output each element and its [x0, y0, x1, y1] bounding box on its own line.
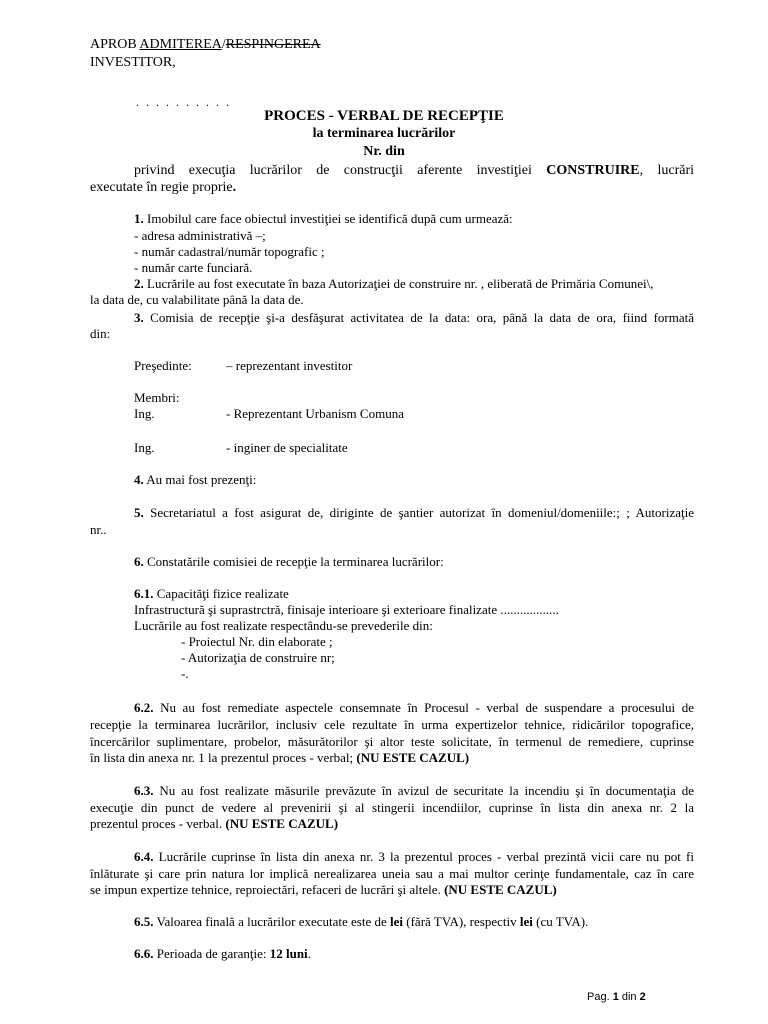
- intro-line-1: privind execuţia lucrărilor de construcţii aferente investiţiei CONSTRUIRE, lucrări: [134, 163, 694, 178]
- section-6-3-line-1: 6.3. Nu au fost realizate măsurile prevăzute în avizul de securitate la incendiu şi în documentaţia de: [134, 783, 694, 798]
- presedinte-value: – reprezentant investitor: [226, 358, 353, 373]
- section-6-6: 6.6. Perioada de garanţie: 12 luni.: [134, 946, 311, 961]
- section-6-3-line-3: prezentul proces - verbal. (NU ESTE CAZUL): [90, 816, 339, 831]
- section-6-2-line-2: recepţie la terminarea lucrărilor, inclusiv cele rezultate în urma expertizelor tehnice, ridicărilor topografice,: [90, 717, 694, 732]
- member-2-label: Ing.: [134, 440, 155, 455]
- section-6-5: 6.5. Valoarea finală a lucrărilor executate este de lei (fără TVA), respectiv lei (cu TVA).: [134, 914, 589, 929]
- section-6-1-heading: 6.1. Capacităţi fizice realizate: [134, 586, 289, 601]
- section-4: 4. Au mai fost prezenţi:: [134, 472, 257, 487]
- section-1-heading: 1. Imobilul care face obiectul investiţiei se identifică după cum urmează:: [134, 211, 513, 226]
- section-6-4-line-1: 6.4. Lucrările cuprinse în lista din anexa nr. 3 la prezentul proces - verbal prezintă vicii care nu pot fi: [134, 849, 694, 864]
- member-1-value: - Reprezentant Urbanism Comuna: [226, 406, 404, 421]
- member-2-value: - inginer de specialitate: [226, 440, 348, 455]
- section-6-2-line-3: încercărilor suplimentare, probelor, măsurătorilor şi altor teste solicitate, în termenul de remediere, cuprinse: [90, 734, 694, 749]
- intro-line-2: executate în regie proprie.: [90, 180, 237, 195]
- section-6-2-line-1: 6.2. Nu au fost remediate aspectele consemnate în Procesul - verbal de suspendare a procesului de: [134, 700, 694, 715]
- aprob-text: APROB: [90, 37, 140, 52]
- page-number: Pag. 1 din 2: [587, 991, 646, 1003]
- signature-dots: . . . . . . . . . .: [136, 95, 231, 109]
- section-5-line-1: 5. Secretariatul a fost asigurat de, diriginte de şantier autorizat în domeniul/domeniile:; ; Autorizaţie: [134, 505, 694, 520]
- not-applicable-text: (NU ESTE CAZUL): [356, 750, 470, 765]
- doc-subtitle: la terminarea lucrărilor: [312, 126, 456, 141]
- presedinte-label: Preşedinte:: [134, 358, 192, 373]
- section-6-1-line-2: Lucrările au fost realizate respectându-se prevederile din:: [134, 618, 433, 633]
- section-3-line-1: 3. Comisia de recepţie şi-a desfăşurat activitatea de la data: ora, până la data de ora, fiind formată: [134, 310, 694, 325]
- section-6-1-item-1: - Proiectul Nr. din elaborate ;: [181, 634, 333, 649]
- section-2-line-1: 2. Lucrările au fost executate în baza Autorizaţiei de construire nr. , eliberată de Primăria Comunei\,: [134, 276, 654, 291]
- section-6-4-line-3: se impun expertize tehnice, reproiectări, refaceri de lucrări şi altele. (NU ESTE CAZUL): [90, 882, 557, 897]
- member-1-label: Ing.: [134, 406, 155, 421]
- section-2-line-2: la data de, cu valabilitate până la data de.: [90, 292, 304, 307]
- doc-number: Nr. din: [363, 144, 405, 159]
- section-1-item-1: - adresa administrativă –;: [134, 228, 266, 243]
- section-5-line-2: nr..: [90, 522, 107, 537]
- approval-line: [90, 37, 321, 53]
- construire-text: CONSTRUIRE: [546, 163, 640, 178]
- section-1-item-2: - număr cadastral/număr topografic ;: [134, 244, 325, 259]
- section-3-line-2: din:: [90, 326, 111, 341]
- section-1-item-3: - număr carte funciară.: [134, 260, 253, 275]
- respingerea-text: RESPINGEREA: [225, 37, 321, 52]
- investitor-label: INVESTITOR,: [90, 55, 176, 70]
- slash-text: /: [221, 37, 226, 52]
- section-6-2-line-4: în lista din anexa nr. 1 la prezentul proces - verbal; (NU ESTE CAZUL): [90, 750, 470, 765]
- section-6-3-line-2: execuţie din punct de vedere al prevenirii şi al stingerii incendiilor, cuprinse în lista din anexa nr. 2 la: [90, 800, 694, 815]
- not-applicable-text: (NU ESTE CAZUL): [444, 882, 557, 897]
- section-6-1-line-1: Infrastructură şi suprastrctră, finisaje interioare şi exterioare finalizate ..................: [134, 602, 559, 617]
- section-6-1-item-2: - Autorizaţia de construire nr;: [181, 650, 335, 665]
- section-6-4-line-2: înlăturate şi care prin natura lor implică nerealizarea uneia sau a mai multor cerinţe fundamentale, caz în care: [90, 866, 694, 881]
- section-6-1-item-3: -.: [181, 666, 189, 681]
- doc-title: PROCES - VERBAL DE RECEPŢIE: [264, 108, 504, 124]
- not-applicable-text: (NU ESTE CAZUL): [225, 816, 339, 831]
- section-6-heading: 6. Constatările comisiei de recepţie la terminarea lucrărilor:: [134, 554, 444, 569]
- admiterea-text: ADMITEREA: [139, 37, 222, 52]
- membri-label: Membri:: [134, 390, 180, 405]
